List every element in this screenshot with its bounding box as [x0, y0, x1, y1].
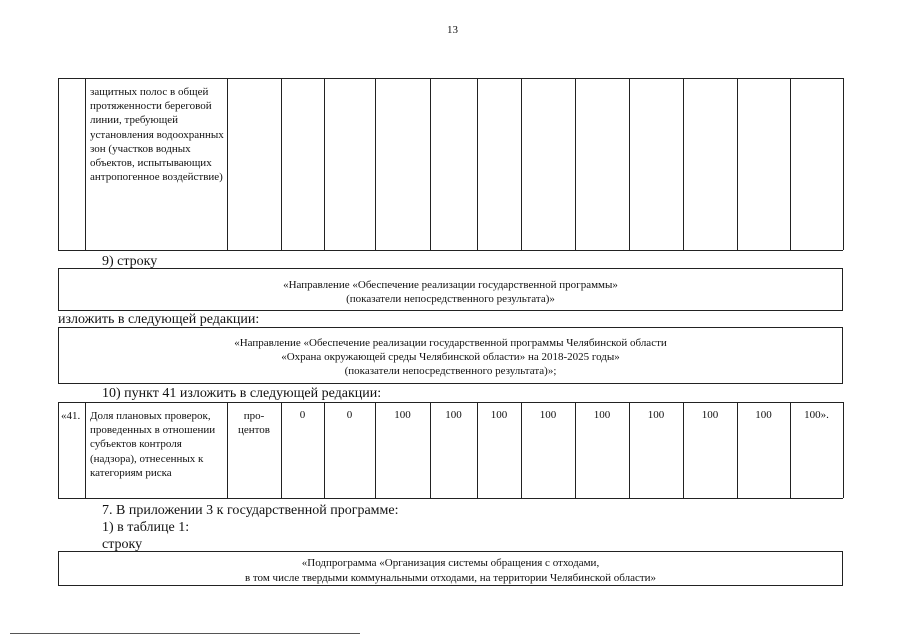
row-number: «41.	[61, 410, 81, 422]
direction-box-new-line1: «Направление «Обеспечение реализации государственной программы Челябинской области	[234, 337, 667, 349]
row-value: 100».	[804, 409, 829, 421]
row-value: 100	[701, 409, 719, 421]
row-value: 0	[346, 409, 353, 421]
row-value: 100	[755, 409, 772, 421]
row-value: 100	[445, 409, 462, 421]
subprogram-box	[58, 551, 843, 586]
row-value: 100	[593, 409, 611, 421]
row-value: 100	[647, 409, 665, 421]
row-value: 100	[394, 409, 411, 421]
bottom-rule	[10, 633, 360, 634]
item-9-heading: 9) строку	[102, 254, 158, 269]
direction-box-old-line2: (показатели непосредственного результата)»	[346, 293, 555, 305]
direction-box-new-line3: (показатели непосредственного результата)»;	[344, 365, 557, 377]
section-7-sub1: 1) в таблице 1:	[102, 520, 190, 535]
row-unit-line1: про-	[243, 410, 265, 422]
section-7-heading: 7. В приложении 3 к государственной программе:	[102, 503, 399, 518]
table-row-description: защитных полос в общей протяженности береговой линии, требующей установления водоохранных зон (участков водных объектов, испытывающих антропогенное воздействие)	[90, 86, 224, 184]
direction-box-old-line1: «Направление «Обеспечение реализации государственной программы»	[283, 279, 618, 291]
direction-box-new-line2: «Охрана окружающей среды Челябинской области» на 2018-2025 годы»	[281, 351, 620, 363]
subprogram-box-line2: в том числе твердыми коммунальными отходами, на территории Челябинской области»	[244, 572, 657, 584]
direction-box-new	[58, 327, 843, 384]
row-unit-line2: центов	[237, 424, 270, 436]
direction-box-old	[58, 268, 843, 311]
row-value: 0	[299, 409, 306, 421]
row-value: 100	[539, 409, 557, 421]
subprogram-box-line1: «Подпрограмма «Организация системы обращения с отходами,	[301, 557, 600, 569]
page-number: 13	[447, 24, 458, 36]
section-7-sub2: строку	[102, 537, 143, 552]
replace-instruction: изложить в следующей редакции:	[58, 312, 260, 327]
row-description: Доля плановых проверок, проведенных в отношении субъектов контроля (надзора), отнесенных к категориям риска	[90, 410, 216, 479]
item-10-heading: 10) пункт 41 изложить в следующей редакции:	[102, 386, 382, 401]
row-value: 100	[490, 409, 508, 421]
